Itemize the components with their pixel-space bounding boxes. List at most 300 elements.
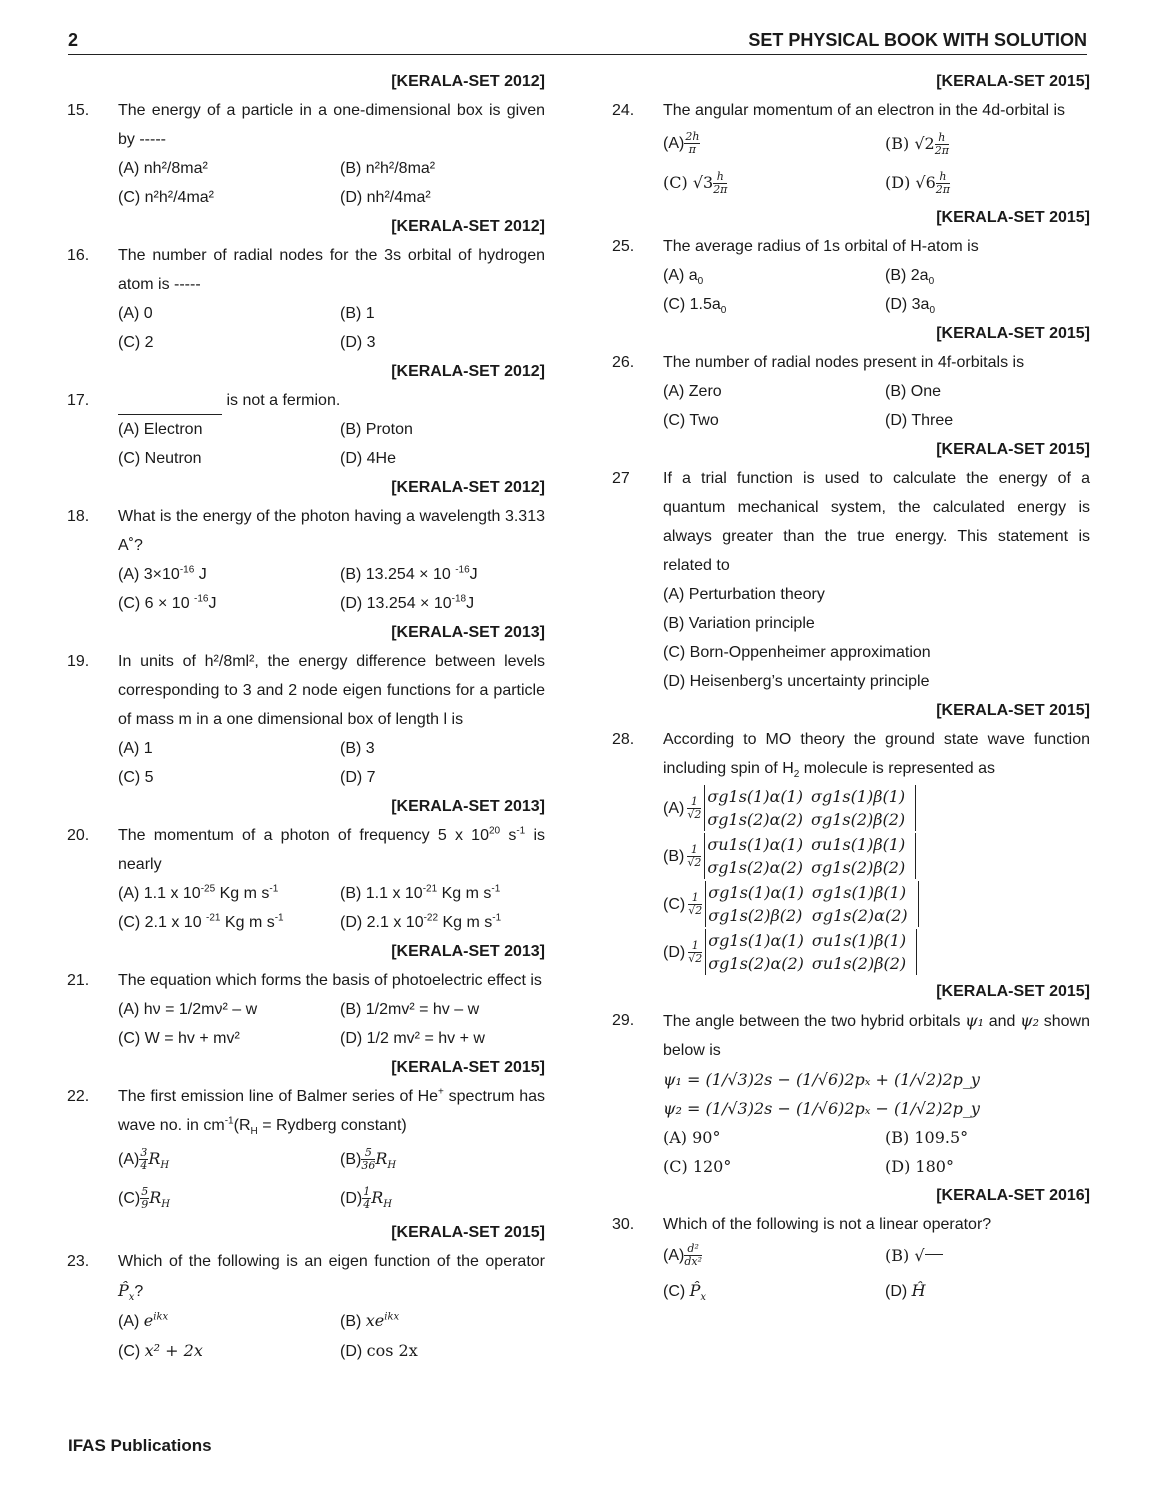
- source-tag: [KERALA-SET 2015]: [936, 73, 1090, 90]
- option-b: [885, 261, 1090, 290]
- matrix-cell: σg1s(2)α(2): [707, 858, 804, 877]
- unit: J: [208, 595, 217, 612]
- question-text: [663, 725, 1090, 783]
- option-c: [118, 589, 340, 618]
- determinant: [704, 785, 916, 831]
- exponent: -21: [422, 883, 438, 895]
- options: [118, 995, 545, 1053]
- matrix-cell: σg1s(1)β(1): [811, 883, 907, 902]
- question-17: [67, 386, 545, 415]
- text-part: s: [500, 827, 517, 844]
- numerator: 1: [687, 796, 701, 809]
- fraction: [140, 1186, 149, 1211]
- exponent: -1: [269, 883, 279, 895]
- option-d: [340, 908, 545, 937]
- superscript: +: [438, 1086, 444, 1098]
- question-number: 30.: [612, 1216, 635, 1233]
- option-c: (C) Born-Oppenheimer approximation: [663, 644, 931, 661]
- option-a: [663, 1239, 885, 1274]
- page-number: 2: [68, 30, 79, 50]
- option-b: [885, 1239, 1090, 1274]
- option-b: (B) One: [885, 383, 942, 400]
- option-c: (C) 2: [118, 334, 154, 351]
- question-number: 23.: [67, 1253, 90, 1270]
- source-tag: [KERALA-SET 2013]: [391, 798, 545, 815]
- matrix-cell: σg1s(2)α(2): [708, 954, 804, 973]
- numerator: 3: [140, 1146, 148, 1160]
- source-tag: [KERALA-SET 2015]: [391, 1059, 545, 1076]
- option-label: (D): [663, 943, 686, 961]
- option-c-text: (C) 6 × 10: [118, 595, 195, 612]
- question-text: If a trial function is used to calculate the energy of a quantum mechanical system, the calculated energy is always greater than the true energy. This statement is related to: [663, 470, 1090, 574]
- exponent: -22: [423, 912, 439, 924]
- fraction: [684, 131, 700, 156]
- option-label: (C): [118, 1343, 145, 1360]
- options: [663, 377, 1090, 435]
- momentum-operator: P̂: [689, 1281, 701, 1300]
- rydberg-symbol: R: [148, 1149, 161, 1168]
- option-a: [118, 879, 340, 908]
- exponent: ikx: [153, 1311, 169, 1323]
- fraction: [688, 892, 702, 917]
- question-number: 26.: [612, 354, 635, 371]
- question-text: What is the energy of the photon having a wavelength 3.313 A˚?: [118, 508, 545, 554]
- denominator: √2: [687, 807, 702, 821]
- fraction: [688, 940, 702, 965]
- matrix-cell: σu1s(1)β(1): [811, 835, 906, 854]
- question-number: 19.: [67, 653, 90, 670]
- psi-2-symbol: ψ₂: [1020, 1011, 1040, 1030]
- matrix-cell: σg1s(2)β(2): [811, 858, 906, 877]
- option-label: (B): [340, 1151, 362, 1168]
- option-label: (A): [663, 135, 685, 152]
- question-text: [118, 1082, 545, 1140]
- exponent: -16: [194, 593, 209, 605]
- denominator: dx²: [684, 1255, 702, 1269]
- right-column: [612, 67, 1090, 1309]
- options: [118, 560, 545, 618]
- option-d: [885, 1274, 1090, 1309]
- source-tag: [KERALA-SET 2015]: [936, 325, 1090, 342]
- unit: Kg m s: [438, 914, 493, 931]
- text-part: ?: [134, 1283, 144, 1300]
- option-label: (C) √3: [663, 173, 714, 192]
- option-a-text: (A) 1.1 x 10: [118, 885, 201, 902]
- source-tag: [KERALA-SET 2013]: [391, 624, 545, 641]
- option-d: (D) 180°: [885, 1157, 954, 1176]
- numerator: h: [713, 171, 727, 184]
- option-c: (C) 120°: [663, 1157, 732, 1176]
- subscript: H: [387, 1160, 397, 1172]
- equation-psi-2: ψ₂ = (1/√3)2s − (1/√6)2pₓ − (1/√2)2p_y: [663, 1099, 980, 1118]
- question-18: [67, 502, 545, 560]
- matrix-cell: σg1s(2)α(2): [707, 810, 804, 829]
- hamiltonian-operator: Ĥ: [911, 1281, 926, 1300]
- denominator: 2π: [713, 183, 728, 197]
- option-label: (D): [885, 1283, 912, 1300]
- text-part: (R: [233, 1117, 251, 1134]
- question-text: [118, 1247, 545, 1306]
- question-number: 20.: [67, 827, 90, 844]
- source-tag: [KERALA-SET 2012]: [391, 479, 545, 496]
- numerator: 5: [141, 1185, 149, 1199]
- option-d: (D) 7: [340, 769, 376, 786]
- subscript: H: [250, 1126, 258, 1138]
- momentum-operator: P̂: [118, 1281, 129, 1300]
- subscript: 0: [720, 305, 727, 317]
- option-d: (D) Three: [885, 412, 954, 429]
- sqrt-overbar: [925, 1254, 943, 1255]
- fraction: [361, 1147, 375, 1172]
- option-label: (D): [340, 1343, 367, 1360]
- option-c: (C) 5: [118, 769, 154, 786]
- question-19: [67, 647, 545, 734]
- option-a: (A) 90°: [663, 1128, 721, 1147]
- source-tag: [KERALA-SET 2016]: [936, 1187, 1090, 1204]
- matrix-cell: σu1s(1)α(1): [707, 835, 804, 854]
- option-text: (A) a: [663, 267, 698, 284]
- numerator: h: [935, 132, 949, 145]
- exponent: -16: [455, 564, 470, 576]
- source-tag: [KERALA-SET 2015]: [936, 702, 1090, 719]
- fraction: [362, 1186, 371, 1211]
- option-a: (A) Zero: [663, 383, 722, 400]
- subscript: x: [700, 1292, 707, 1304]
- question-number: 25.: [612, 238, 635, 255]
- question-20: [67, 821, 545, 879]
- option-b-text: (B) 13.254 × 10: [340, 566, 456, 583]
- denominator: 9: [141, 1198, 149, 1212]
- fraction: [936, 171, 950, 196]
- source-tag: [KERALA-SET 2015]: [391, 1224, 545, 1241]
- subscript: 0: [697, 276, 704, 288]
- question-21: [67, 966, 545, 995]
- question-number: 28.: [612, 731, 635, 748]
- denominator: 36: [361, 1159, 376, 1173]
- question-number: 29.: [612, 1012, 635, 1029]
- denominator: 2π: [935, 183, 951, 197]
- option-b: [885, 125, 1090, 164]
- math: cos 2x: [366, 1341, 418, 1360]
- option-label: (B) √: [885, 1246, 925, 1265]
- question-text: The energy of a particle in a one-dimensional box is given by -----: [118, 102, 545, 148]
- question-text: Which of the following is not a linear operator?: [663, 1216, 992, 1233]
- option-a: (A) 0: [118, 305, 153, 322]
- option-d: (D) nh²/4ma²: [340, 189, 431, 206]
- option-a-text: (A) 3×10: [118, 566, 180, 583]
- option-label: (D): [340, 1190, 363, 1207]
- question-15: [67, 96, 545, 154]
- unit: J: [466, 595, 475, 612]
- option-text: (D) 3a: [885, 296, 930, 313]
- option-c: [118, 908, 340, 937]
- option-b: [340, 560, 545, 589]
- option-c: (C) Neutron: [118, 450, 202, 467]
- option-c: (C) W = hv + mv²: [118, 1030, 240, 1047]
- exponent: ikx: [384, 1311, 400, 1323]
- denominator: 2π: [934, 144, 949, 158]
- option-c: [663, 290, 885, 319]
- option-label: (C): [663, 895, 686, 913]
- math: x² + 2x: [144, 1341, 203, 1360]
- slater-determinant-options: [663, 785, 1090, 975]
- subscript: 0: [929, 305, 936, 317]
- option-label: (A): [663, 799, 685, 817]
- option-a: [118, 1306, 340, 1336]
- option-d: (D) Heisenberg’s uncertainty principle: [663, 673, 930, 690]
- option-c: [118, 1336, 340, 1366]
- question-text: [118, 821, 545, 879]
- text-part: The momentum of a photon of frequency 5 x 10: [118, 827, 489, 844]
- option-a: [118, 1140, 340, 1179]
- question-28: [612, 725, 1090, 783]
- question-16: [67, 241, 545, 299]
- text-part: spectrum has wave no. in cm: [118, 1088, 546, 1134]
- rydberg-symbol: R: [149, 1188, 162, 1207]
- denominator: 4: [363, 1198, 371, 1212]
- fraction: [935, 132, 949, 157]
- option-b: [340, 879, 545, 908]
- option-a: (A) nh²/8ma²: [118, 160, 208, 177]
- question-number: 24.: [612, 102, 635, 119]
- matrix-cell: σu1s(2)β(2): [811, 954, 907, 973]
- question-25: [612, 232, 1090, 261]
- source-tag: [KERALA-SET 2012]: [391, 363, 545, 380]
- option-label: (C): [663, 1283, 690, 1300]
- exponent: -1: [516, 825, 526, 837]
- question-24: [612, 96, 1090, 125]
- source-tag: [KERALA-SET 2015]: [936, 441, 1090, 458]
- option-b: (B) Proton: [340, 421, 413, 438]
- option-d-text: (D) 13.254 × 10: [340, 595, 452, 612]
- determinant-option: [663, 929, 1090, 975]
- numerator: 1: [363, 1185, 371, 1199]
- source-tag: [KERALA-SET 2013]: [391, 943, 545, 960]
- exponent: -21: [206, 912, 221, 924]
- option-c: (C) Two: [663, 412, 719, 429]
- option-label: (B) √2: [885, 134, 935, 153]
- option-b: [340, 1140, 545, 1179]
- option-a: [663, 261, 885, 290]
- fraction: [713, 171, 727, 196]
- option-c: (C) n²h²/4ma²: [118, 189, 215, 206]
- text-part: According to MO theory the ground state wave function including spin of H: [663, 731, 1090, 777]
- option-d: (D) 3: [340, 334, 376, 351]
- source-tag: [KERALA-SET 2012]: [391, 218, 545, 235]
- text-part: is nearly: [118, 827, 545, 873]
- exponent: -1: [491, 883, 501, 895]
- numerator: 1: [688, 940, 702, 953]
- subscript: H: [161, 1199, 170, 1211]
- source-tag: [KERALA-SET 2015]: [936, 983, 1090, 1000]
- header-rule: [68, 54, 1087, 55]
- unit: J: [194, 566, 207, 583]
- question-number: 15.: [67, 102, 90, 119]
- options: [118, 1306, 545, 1366]
- text-part: and: [984, 1013, 1021, 1030]
- option-d: [340, 1179, 545, 1218]
- option-c: [663, 1274, 885, 1309]
- question-text: The equation which forms the basis of photoelectric effect is: [118, 972, 542, 989]
- numerator: 1: [687, 844, 701, 857]
- numerator: d²: [684, 1243, 702, 1256]
- numerator: 1: [688, 892, 702, 905]
- subscript: x: [128, 1292, 135, 1304]
- denominator: √2: [687, 855, 702, 869]
- option-label: (D) √6: [885, 173, 936, 192]
- footer-publisher: IFAS Publications: [68, 1436, 212, 1455]
- question-number: 16.: [67, 247, 90, 264]
- option-c-text: (C) 2.1 x 10: [118, 914, 207, 931]
- question-29: [612, 1006, 1090, 1065]
- options: [118, 154, 545, 212]
- matrix-cell: σg1s(2)α(2): [811, 906, 908, 925]
- question-text: The number of radial nodes for the 3s orbital of hydrogen atom is -----: [118, 247, 545, 293]
- source-tag: [KERALA-SET 2015]: [936, 209, 1090, 226]
- left-column: [67, 67, 545, 1366]
- superscript: -1: [224, 1115, 234, 1127]
- question-27: [612, 464, 1090, 580]
- option-label: (C): [118, 1190, 141, 1207]
- question-23: [67, 1247, 545, 1306]
- determinant: [704, 833, 916, 879]
- determinant-option: [663, 785, 1090, 831]
- options: [663, 125, 1090, 203]
- option-b: (B) 109.5°: [885, 1128, 969, 1147]
- exponent: -18: [451, 593, 467, 605]
- question-text: [118, 386, 545, 415]
- question-text-body: is not a fermion.: [226, 392, 341, 409]
- subscript: 0: [928, 276, 935, 288]
- option-b: (B) 1: [340, 305, 375, 322]
- option-c: [663, 164, 885, 203]
- options: [663, 1239, 1090, 1309]
- options: [118, 415, 545, 473]
- fraction: [684, 1243, 702, 1268]
- question-number: 27: [612, 470, 630, 487]
- matrix-cell: σu1s(1)β(1): [811, 931, 907, 950]
- matrix-cell: σg1s(2)β(2): [811, 810, 906, 829]
- question-text: The average radius of 1s orbital of H-atom is: [663, 238, 979, 255]
- matrix-cell: σg1s(1)α(1): [707, 787, 804, 806]
- matrix-cell: σg1s(1)α(1): [708, 883, 804, 902]
- determinant: [705, 929, 917, 975]
- options: [663, 1123, 1090, 1181]
- text-part: shown below is: [663, 1013, 1090, 1059]
- option-b: (B) n²h²/8ma²: [340, 160, 436, 177]
- exponent: -25: [200, 883, 216, 895]
- matrix-cell: σg1s(1)β(1): [811, 787, 906, 806]
- running-header-title: SET PHYSICAL BOOK WITH SOLUTION: [748, 30, 1087, 50]
- option-label: (B): [340, 1313, 366, 1330]
- option-label: (A): [663, 1247, 685, 1264]
- option-c: [118, 1179, 340, 1218]
- exponent: -1: [492, 912, 502, 924]
- option-b: [340, 1306, 545, 1336]
- question-26: [612, 348, 1090, 377]
- options: [118, 734, 545, 792]
- option-label: (A): [118, 1151, 140, 1168]
- subscript: H: [160, 1160, 170, 1172]
- question-text: In units of h²/8ml², the energy difference between levels corresponding to 3 and 2 node eigen functions for a particle of mass m in a one dimensional box of length l is: [118, 653, 545, 728]
- option-text: (C) 1.5a: [663, 296, 721, 313]
- rydberg-symbol: R: [375, 1149, 388, 1168]
- unit: J: [469, 566, 478, 583]
- determinant-option: [663, 881, 1090, 927]
- math: xe: [365, 1311, 385, 1330]
- question-text: [663, 1006, 1090, 1065]
- source-tag: [KERALA-SET 2012]: [391, 73, 545, 90]
- question-text: The number of radial nodes present in 4f-orbitals is: [663, 354, 1025, 371]
- option-label: (A): [118, 1313, 144, 1330]
- psi-1-symbol: ψ₁: [965, 1011, 985, 1030]
- option-d: [340, 1336, 545, 1366]
- option-label: (B): [663, 847, 685, 865]
- question-number: 18.: [67, 508, 90, 525]
- option-b: (B) 3: [340, 740, 375, 757]
- options: [663, 261, 1090, 319]
- option-a: [663, 125, 885, 164]
- options: [118, 879, 545, 937]
- fill-blank: [118, 396, 222, 415]
- denominator: √2: [688, 951, 703, 965]
- determinant-option: [663, 833, 1090, 879]
- option-d: [885, 164, 1090, 203]
- option-d: [340, 589, 545, 618]
- equation-psi-1: ψ₁ = (1/√3)2s − (1/√6)2pₓ + (1/√2)2p_y: [663, 1070, 980, 1089]
- exponent: -1: [274, 912, 284, 924]
- math: e: [143, 1311, 154, 1330]
- question-text: The angular momentum of an electron in the 4d-orbital is: [663, 102, 1065, 119]
- option-a: (A) hν = 1/2mν² – w: [118, 1001, 258, 1018]
- question-number: 17.: [67, 392, 90, 409]
- option-a: [118, 560, 340, 589]
- fraction: [687, 844, 701, 869]
- unit: Kg m s: [220, 914, 275, 931]
- exponent: -16: [179, 564, 195, 576]
- option-b: (B) 1/2mv² = hv – w: [340, 1001, 480, 1018]
- option-b-text: (B) 1.1 x 10: [340, 885, 423, 902]
- option-d: (D) 4He: [340, 450, 397, 467]
- determinant: [705, 881, 918, 927]
- fraction: [687, 796, 701, 821]
- option-a: (A) Electron: [118, 421, 203, 438]
- denominator: 4: [140, 1159, 148, 1173]
- matrix-cell: σg1s(2)β(2): [708, 906, 803, 925]
- options: [118, 1140, 545, 1218]
- text-part: molecule is represented as: [799, 760, 995, 777]
- numerator: 2h: [685, 130, 700, 144]
- unit: Kg m s: [215, 885, 270, 902]
- question-22: [67, 1082, 545, 1140]
- subscript: H: [383, 1199, 392, 1211]
- text-part: = Rydberg constant): [257, 1117, 407, 1134]
- text-part: The first emission line of Balmer series of He: [118, 1088, 439, 1105]
- option-text: (B) 2a: [885, 267, 929, 284]
- option-d: (D) 1/2 mv² = hv + w: [340, 1030, 485, 1047]
- option-b: (B) Variation principle: [663, 615, 815, 632]
- option-d: [885, 290, 1090, 319]
- matrix-cell: σg1s(1)α(1): [708, 931, 804, 950]
- denominator: √2: [688, 903, 703, 917]
- unit: Kg m s: [437, 885, 492, 902]
- numerator: h: [936, 171, 950, 184]
- question-number: 22.: [67, 1088, 90, 1105]
- question-number: 21.: [67, 972, 90, 989]
- subscript: 2: [793, 769, 800, 781]
- exponent: 20: [488, 825, 501, 837]
- question-30: [612, 1210, 1090, 1239]
